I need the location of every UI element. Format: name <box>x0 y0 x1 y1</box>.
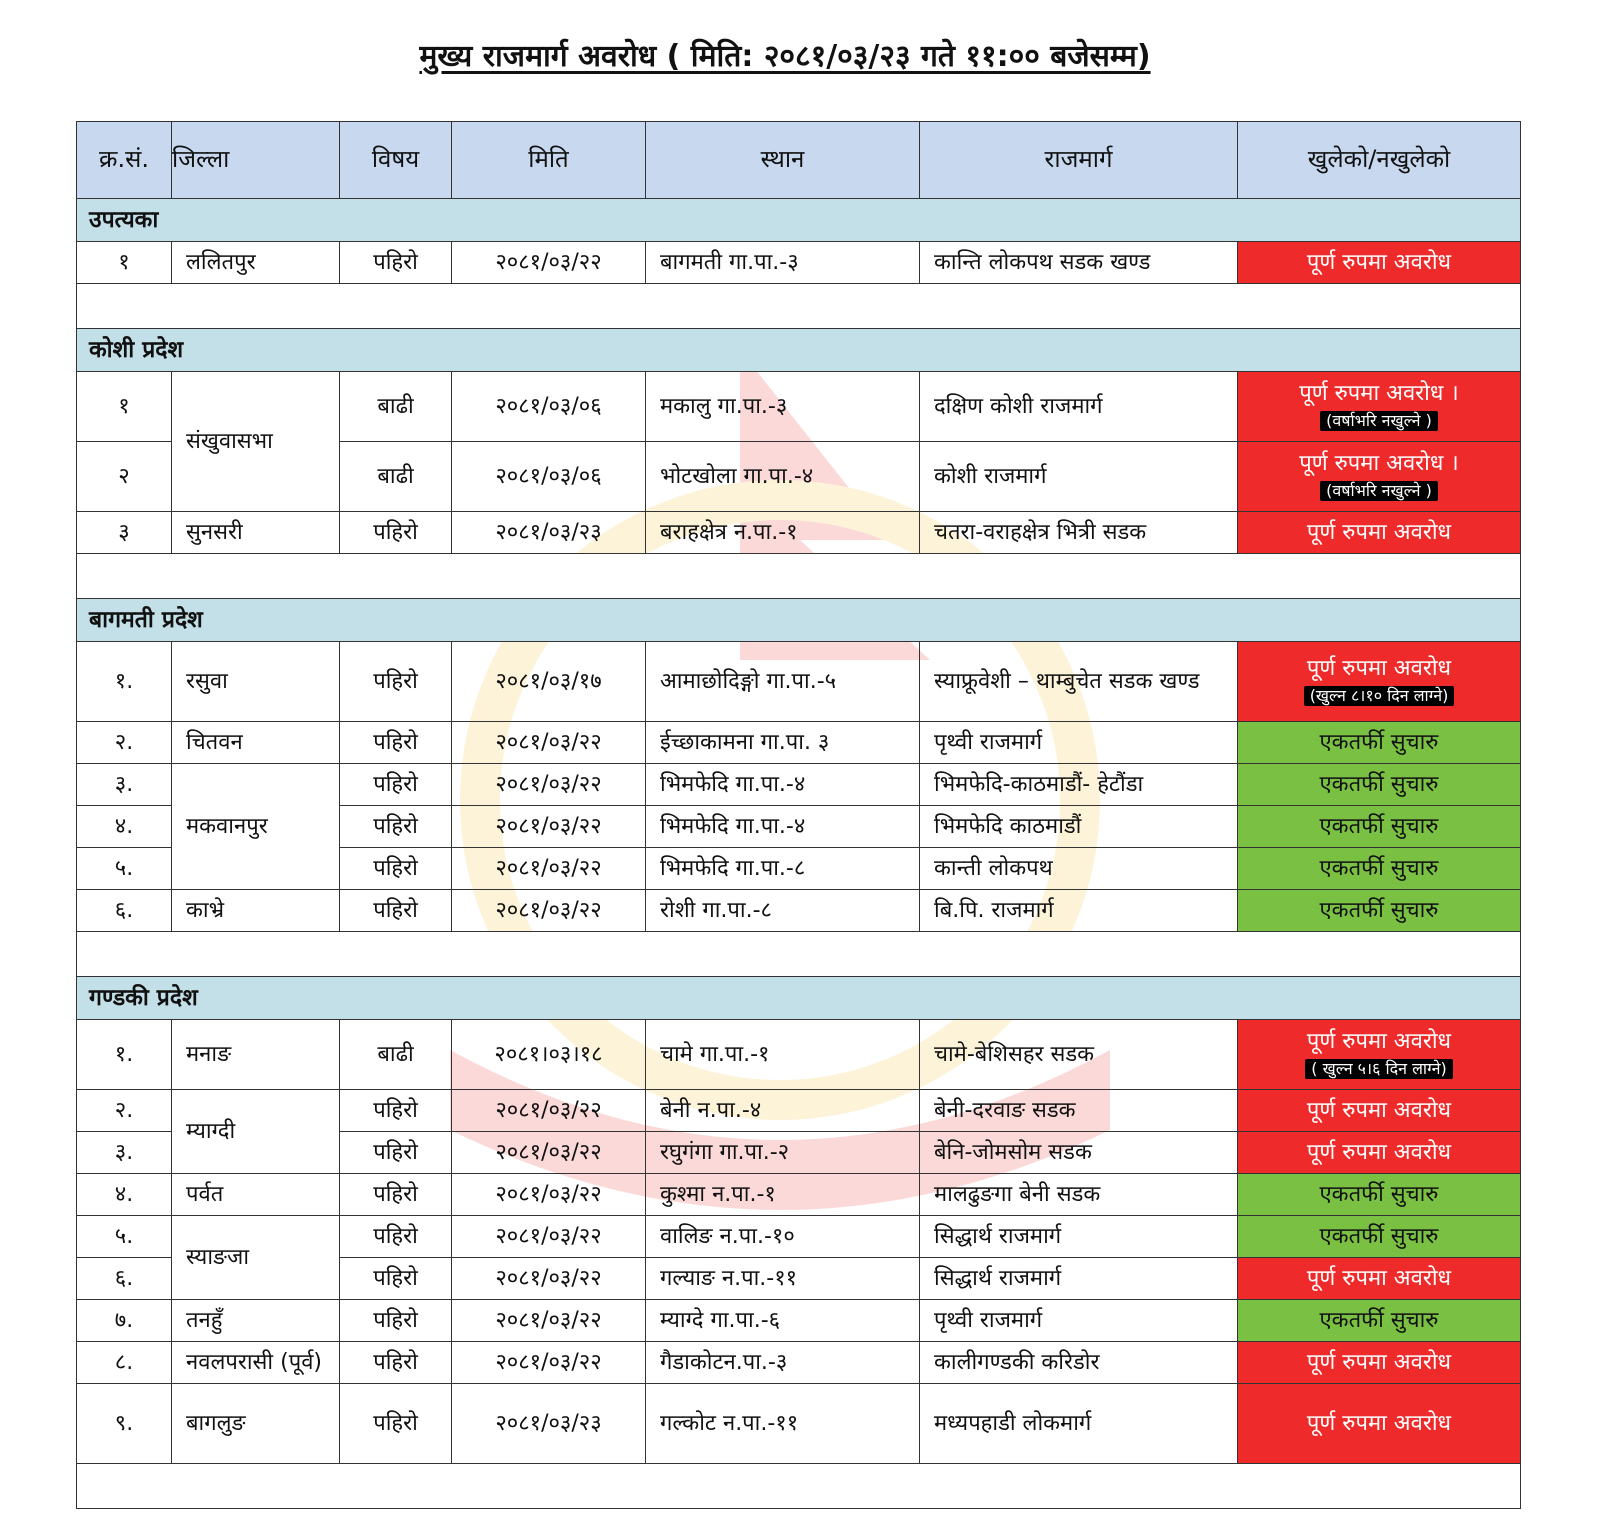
district-name: मनाङ <box>172 1020 340 1090</box>
incident-type: पहिरो <box>340 1342 452 1384</box>
highway-name: पृथ्वी राजमार्ग <box>920 722 1238 764</box>
incident-date: २०८१/०३/२२ <box>452 1342 646 1384</box>
incident-date: २०८१/०३/२३ <box>452 1384 646 1464</box>
region-name: गण्डकी प्रदेश <box>77 977 1521 1020</box>
table-row <box>77 1090 1521 1132</box>
incident-type: पहिरो <box>340 764 452 806</box>
location: भिमफेदि गा.पा.-८ <box>646 848 920 890</box>
highway-name: दक्षिण कोशी राजमार्ग <box>920 372 1238 442</box>
blank-row <box>77 1464 1521 1509</box>
table-row <box>77 242 1521 284</box>
table-row <box>77 1300 1521 1342</box>
incident-type: पहिरो <box>340 890 452 932</box>
district-name: तनहुँ <box>172 1300 340 1342</box>
location: गल्याङ न.पा.-११ <box>646 1258 920 1300</box>
location: म्याग्दे गा.पा.-६ <box>646 1300 920 1342</box>
district-name: रसुवा <box>172 642 340 722</box>
district-name: सुनसरी <box>172 512 340 554</box>
serial-number: ६. <box>77 1258 172 1300</box>
table-row <box>77 890 1521 932</box>
status-cell <box>1238 1384 1521 1464</box>
status-cell <box>1238 642 1521 722</box>
district-name: काभ्रे <box>172 890 340 932</box>
table-row <box>77 764 1521 806</box>
serial-number: ५. <box>77 1216 172 1258</box>
table-row <box>77 1020 1521 1090</box>
highway-name: सिद्धार्थ राजमार्ग <box>920 1216 1238 1258</box>
status-text: पूर्ण रुपमा अवरोध <box>1306 249 1452 275</box>
status-text: एकतर्फी सुचारु <box>1319 729 1439 755</box>
district-name: मकवानपुर <box>172 764 340 890</box>
region-name: उपत्यका <box>77 199 1521 242</box>
incident-date: २०८१/०३/२२ <box>452 242 646 284</box>
table-row <box>77 722 1521 764</box>
incident-date: २०८१/०३/०६ <box>452 442 646 512</box>
incident-date: २०८१।०३।१८ <box>452 1020 646 1090</box>
status-cell <box>1238 1258 1521 1300</box>
serial-number: २ <box>77 442 172 512</box>
serial-number: ३ <box>77 512 172 554</box>
location: वालिङ न.पा.-१० <box>646 1216 920 1258</box>
district-name: संखुवासभा <box>172 372 340 512</box>
blank-cell <box>77 554 1521 599</box>
serial-number: १. <box>77 642 172 722</box>
status-text: एकतर्फी सुचारु <box>1319 1307 1439 1333</box>
blank-cell <box>77 932 1521 977</box>
serial-number: १ <box>77 242 172 284</box>
status-note: (वर्षाभरि नखुल्ने ) <box>1320 411 1438 431</box>
status-cell <box>1238 890 1521 932</box>
serial-number: ३. <box>77 764 172 806</box>
status-text: पूर्ण रुपमा अवरोध <box>1306 1265 1452 1291</box>
page-title: मुख्य राजमार्ग अवरोध ( मिति: २०८१/०३/२३ गते ११:०० बजेसम्म) <box>419 39 1151 74</box>
status-text: एकतर्फी सुचारु <box>1319 813 1439 839</box>
incident-date: २०८१/०३/२२ <box>452 1300 646 1342</box>
location: बागमती गा.पा.-३ <box>646 242 920 284</box>
district-name: पर्वत <box>172 1174 340 1216</box>
region-row <box>77 977 1521 1020</box>
incident-date: २०८१/०३/२३ <box>452 512 646 554</box>
incident-date: २०८१/०३/२२ <box>452 1258 646 1300</box>
region-row <box>77 599 1521 642</box>
table-row <box>77 1216 1521 1258</box>
highway-name: कान्ति लोकपथ सडक खण्ड <box>920 242 1238 284</box>
table-row <box>77 1174 1521 1216</box>
status-note: (खुल्न ८।१० दिन लाग्ने) <box>1304 686 1455 706</box>
location: रघुगंगा गा.पा.-२ <box>646 1132 920 1174</box>
blank-cell <box>77 1464 1521 1509</box>
incident-type: पहिरो <box>340 806 452 848</box>
serial-number: ३. <box>77 1132 172 1174</box>
table-row <box>77 512 1521 554</box>
serial-number: ९. <box>77 1384 172 1464</box>
serial-number: २. <box>77 722 172 764</box>
region-row <box>77 329 1521 372</box>
location: भिमफेदि गा.पा.-४ <box>646 806 920 848</box>
region-name: कोशी प्रदेश <box>77 329 1521 372</box>
incident-date: २०८१/०३/२२ <box>452 1132 646 1174</box>
incident-date: २०८१/०३/२२ <box>452 764 646 806</box>
highway-name: भिमफेदि काठमाडौं <box>920 806 1238 848</box>
blank-cell <box>77 284 1521 329</box>
status-text: पूर्ण रुपमा अवरोध <box>1306 656 1452 682</box>
highway-name: बि.पि. राजमार्ग <box>920 890 1238 932</box>
incident-date: २०८१/०३/२२ <box>452 1090 646 1132</box>
location: ईच्छाकामना गा.पा. ३ <box>646 722 920 764</box>
status-cell <box>1238 1020 1521 1090</box>
highway-name: स्याफ्रूवेशी – थाम्बुचेत सडक खण्ड <box>920 642 1238 722</box>
incident-type: पहिरो <box>340 722 452 764</box>
table-row <box>77 1384 1521 1464</box>
district-name: ललितपुर <box>172 242 340 284</box>
district-name: म्याग्दी <box>172 1090 340 1174</box>
highway-name: बेनि-जोमसोम सडक <box>920 1132 1238 1174</box>
status-note: (वर्षाभरि नखुल्ने ) <box>1320 481 1438 501</box>
highway-name: चतरा-वराहक्षेत्र भित्री सडक <box>920 512 1238 554</box>
incident-date: २०८१/०३/२२ <box>452 848 646 890</box>
blank-row <box>77 554 1521 599</box>
table-row <box>77 642 1521 722</box>
status-text: पूर्ण रुपमा अवरोध <box>1306 519 1452 545</box>
location: गल्कोट न.पा.-११ <box>646 1384 920 1464</box>
status-note: ( खुल्न ५।६ दिन लाग्ने) <box>1305 1059 1452 1079</box>
col-sn-header: क्र.सं. <box>77 122 172 199</box>
region-row <box>77 199 1521 242</box>
status-text: पूर्ण रुपमा अवरोध <box>1306 1410 1452 1436</box>
status-cell <box>1238 1090 1521 1132</box>
serial-number: ६. <box>77 890 172 932</box>
location: मकालु गा.पा.-३ <box>646 372 920 442</box>
incident-type: बाढी <box>340 442 452 512</box>
status-cell <box>1238 442 1521 512</box>
col-status-header: खुलेको/नखुलेको <box>1238 122 1521 199</box>
serial-number: ४. <box>77 1174 172 1216</box>
status-cell <box>1238 1342 1521 1384</box>
incident-date: २०८१/०३/२२ <box>452 1174 646 1216</box>
location: बराहक्षेत्र न.पा.-१ <box>646 512 920 554</box>
incident-date: २०८१/०३/२२ <box>452 1216 646 1258</box>
highway-name: कान्ती लोकपथ <box>920 848 1238 890</box>
district-name: बागलुङ <box>172 1384 340 1464</box>
status-cell <box>1238 1174 1521 1216</box>
col-place-header: स्थान <box>646 122 920 199</box>
incident-type: पहिरो <box>340 1300 452 1342</box>
incident-type: पहिरो <box>340 642 452 722</box>
highway-name: बेनी-दरवाङ सडक <box>920 1090 1238 1132</box>
highway-name: सिद्धार्थ राजमार्ग <box>920 1258 1238 1300</box>
location: आमाछोदिङ्गो गा.पा.-५ <box>646 642 920 722</box>
highway-name: कालीगण्डकी करिडोर <box>920 1342 1238 1384</box>
blank-row <box>77 284 1521 329</box>
status-cell <box>1238 1216 1521 1258</box>
incident-type: पहिरो <box>340 848 452 890</box>
status-cell <box>1238 1300 1521 1342</box>
serial-number: ७. <box>77 1300 172 1342</box>
district-name: चितवन <box>172 722 340 764</box>
status-cell <box>1238 764 1521 806</box>
col-type-header: विषय <box>340 122 452 199</box>
location: भोटखोला गा.पा.-४ <box>646 442 920 512</box>
status-text: पूर्ण रुपमा अवरोध । <box>1299 381 1459 407</box>
status-text: पूर्ण रुपमा अवरोध <box>1306 1139 1452 1165</box>
location: भिमफेदि गा.पा.-४ <box>646 764 920 806</box>
serial-number: १. <box>77 1020 172 1090</box>
highway-name: भिमफेदि-काठमाडौं- हेटौंडा <box>920 764 1238 806</box>
highway-name: चामे-बेशिसहर सडक <box>920 1020 1238 1090</box>
status-text: पूर्ण रुपमा अवरोध <box>1306 1029 1452 1055</box>
incident-type: पहिरो <box>340 1174 452 1216</box>
status-text: पूर्ण रुपमा अवरोध । <box>1299 451 1459 477</box>
col-road-header: राजमार्ग <box>920 122 1238 199</box>
highway-name: कोशी राजमार्ग <box>920 442 1238 512</box>
incident-type: बाढी <box>340 1020 452 1090</box>
incident-date: २०८१/०३/०६ <box>452 372 646 442</box>
serial-number: २. <box>77 1090 172 1132</box>
location: रोशी गा.पा.-८ <box>646 890 920 932</box>
serial-number: ४. <box>77 806 172 848</box>
status-text: एकतर्फी सुचारु <box>1319 897 1439 923</box>
district-name: स्याङजा <box>172 1216 340 1300</box>
incident-date: २०८१/०३/२२ <box>452 890 646 932</box>
highway-obstruction-table <box>76 121 1521 1509</box>
district-name: नवलपरासी (पूर्व) <box>172 1342 340 1384</box>
location: गैडाकोटन.पा.-३ <box>646 1342 920 1384</box>
status-cell <box>1238 372 1521 442</box>
status-text: एकतर्फी सुचारु <box>1319 1181 1439 1207</box>
highway-name: पृथ्वी राजमार्ग <box>920 1300 1238 1342</box>
status-text: एकतर्फी सुचारु <box>1319 1223 1439 1249</box>
incident-date: २०८१/०३/२२ <box>452 806 646 848</box>
incident-date: २०८१/०३/१७ <box>452 642 646 722</box>
status-cell <box>1238 722 1521 764</box>
serial-number: १ <box>77 372 172 442</box>
header-row <box>77 122 1521 199</box>
col-district-header: जिल्ला <box>172 122 340 199</box>
incident-type: पहिरो <box>340 512 452 554</box>
incident-type: पहिरो <box>340 1384 452 1464</box>
incident-type: बाढी <box>340 372 452 442</box>
incident-type: पहिरो <box>340 1132 452 1174</box>
incident-date: २०८१/०३/२२ <box>452 722 646 764</box>
incident-type: पहिरो <box>340 1258 452 1300</box>
status-text: एकतर्फी सुचारु <box>1319 855 1439 881</box>
status-text: पूर्ण रुपमा अवरोध <box>1306 1097 1452 1123</box>
highway-name: मध्यपहाडी लोकमार्ग <box>920 1384 1238 1464</box>
status-text: एकतर्फी सुचारु <box>1319 771 1439 797</box>
table-row <box>77 372 1521 442</box>
status-cell <box>1238 512 1521 554</box>
location: चामे गा.पा.-१ <box>646 1020 920 1090</box>
location: बेनी न.पा.-४ <box>646 1090 920 1132</box>
incident-type: पहिरो <box>340 242 452 284</box>
location: कुश्मा न.पा.-१ <box>646 1174 920 1216</box>
status-cell <box>1238 806 1521 848</box>
region-name: बागमती प्रदेश <box>77 599 1521 642</box>
table-row <box>77 1342 1521 1384</box>
serial-number: ८. <box>77 1342 172 1384</box>
col-date-header: मिति <box>452 122 646 199</box>
status-text: पूर्ण रुपमा अवरोध <box>1306 1349 1452 1375</box>
incident-type: पहिरो <box>340 1216 452 1258</box>
status-cell <box>1238 848 1521 890</box>
status-cell <box>1238 242 1521 284</box>
incident-type: पहिरो <box>340 1090 452 1132</box>
highway-name: मालढुङगा बेनी सडक <box>920 1174 1238 1216</box>
blank-row <box>77 932 1521 977</box>
serial-number: ५. <box>77 848 172 890</box>
status-cell <box>1238 1132 1521 1174</box>
